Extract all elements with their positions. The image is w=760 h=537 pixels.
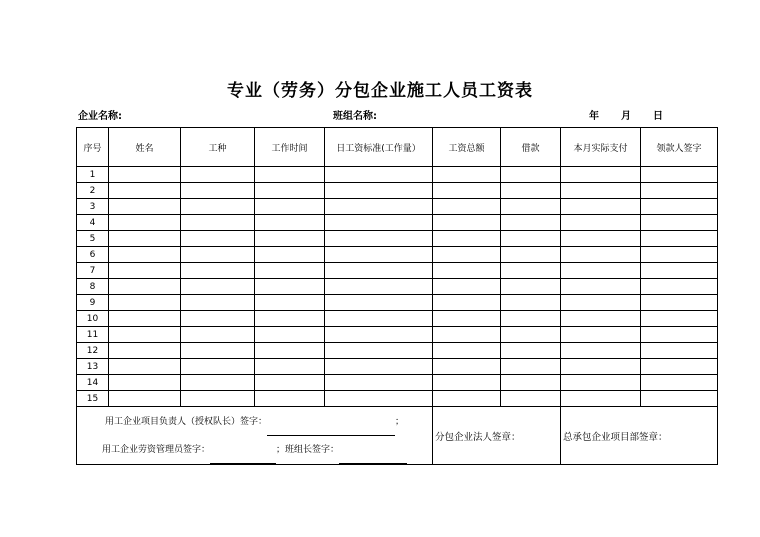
team-leader-signature-blank[interactable]	[339, 453, 407, 464]
table-cell[interactable]	[641, 391, 718, 407]
table-row	[77, 311, 718, 327]
separator-mark: ；	[275, 444, 285, 455]
col-header-index: 序号	[77, 128, 109, 167]
table-cell[interactable]	[255, 295, 325, 311]
col-header-work-time: 工作时间	[255, 128, 325, 167]
table-cell[interactable]	[109, 343, 181, 359]
table-cell[interactable]	[255, 343, 325, 359]
table-cell[interactable]	[501, 247, 561, 263]
row-index: 12	[77, 343, 109, 359]
table-row	[77, 279, 718, 295]
col-header-daily-wage: 日工资标准(工作量）	[325, 128, 433, 167]
row-index: 4	[77, 215, 109, 231]
table-cell[interactable]	[501, 359, 561, 375]
table-cell[interactable]	[501, 263, 561, 279]
legal-rep-seal-cell[interactable]: 分包企业法人签章：	[433, 407, 561, 465]
table-cell[interactable]	[255, 215, 325, 231]
table-cell[interactable]	[181, 231, 255, 247]
table-cell[interactable]	[433, 247, 501, 263]
table-cell[interactable]	[433, 167, 501, 183]
table-cell[interactable]	[561, 311, 641, 327]
page-title: 专业（劳务）分包企业施工人员工资表	[227, 81, 533, 101]
table-cell[interactable]	[433, 279, 501, 295]
row-index: 10	[77, 311, 109, 327]
table-cell[interactable]	[109, 263, 181, 279]
table-cell[interactable]	[255, 199, 325, 215]
table-cell[interactable]	[109, 215, 181, 231]
table-cell[interactable]	[433, 215, 501, 231]
table-cell[interactable]	[255, 263, 325, 279]
row-index: 3	[77, 199, 109, 215]
company-name-label: 企业名称:	[78, 111, 122, 122]
table-cell[interactable]	[501, 231, 561, 247]
col-header-trade: 工种	[181, 128, 255, 167]
table-cell[interactable]	[561, 359, 641, 375]
labor-manager-signature-label: 用工企业劳资管理员签字：	[101, 444, 210, 455]
table-cell[interactable]	[255, 231, 325, 247]
row-index: 2	[77, 183, 109, 199]
col-header-recipient-signature: 领款人签字	[641, 128, 718, 167]
table-cell[interactable]	[109, 327, 181, 343]
table-cell[interactable]	[109, 391, 181, 407]
table-cell[interactable]	[181, 279, 255, 295]
table-cell[interactable]	[433, 231, 501, 247]
table-cell[interactable]	[641, 247, 718, 263]
table-cell[interactable]	[255, 375, 325, 391]
table-cell[interactable]	[255, 327, 325, 343]
table-cell[interactable]	[109, 247, 181, 263]
table-cell[interactable]	[641, 199, 718, 215]
table-cell[interactable]	[325, 343, 433, 359]
table-cell[interactable]	[181, 391, 255, 407]
table-cell[interactable]	[255, 311, 325, 327]
table-cell[interactable]	[325, 311, 433, 327]
signature-row	[77, 407, 718, 465]
table-row	[77, 263, 718, 279]
table-cell[interactable]	[109, 231, 181, 247]
table-cell[interactable]	[641, 359, 718, 375]
contractor-seal-cell[interactable]: 总承包企业项目部签章：	[561, 407, 718, 465]
table-cell[interactable]	[641, 311, 718, 327]
col-header-name: 姓名	[109, 128, 181, 167]
table-cell[interactable]	[181, 199, 255, 215]
table-cell[interactable]	[641, 263, 718, 279]
row-index: 13	[77, 359, 109, 375]
table-cell[interactable]	[109, 167, 181, 183]
table-cell[interactable]	[109, 279, 181, 295]
table-cell[interactable]	[181, 167, 255, 183]
row-index: 15	[77, 391, 109, 407]
table-cell[interactable]	[641, 327, 718, 343]
table-cell[interactable]	[255, 391, 325, 407]
table-cell[interactable]	[181, 263, 255, 279]
table-cell[interactable]	[181, 247, 255, 263]
table-cell[interactable]	[109, 359, 181, 375]
table-cell[interactable]	[325, 391, 433, 407]
table-row	[77, 295, 718, 311]
table-row	[77, 199, 718, 215]
row-index: 7	[77, 263, 109, 279]
table-cell[interactable]	[501, 167, 561, 183]
table-cell[interactable]	[433, 263, 501, 279]
table-cell[interactable]	[255, 279, 325, 295]
table-cell[interactable]	[501, 375, 561, 391]
table-cell[interactable]	[255, 167, 325, 183]
table-cell[interactable]	[501, 199, 561, 215]
table-cell[interactable]	[641, 183, 718, 199]
table-cell[interactable]	[641, 167, 718, 183]
team-name-label: 班组名称:	[333, 111, 377, 122]
table-cell[interactable]	[641, 295, 718, 311]
table-row	[77, 231, 718, 247]
row-index: 8	[77, 279, 109, 295]
table-cell[interactable]	[181, 215, 255, 231]
table-cell[interactable]	[501, 311, 561, 327]
table-cell[interactable]	[255, 183, 325, 199]
team-leader-signature-label: 班组长签字：	[285, 444, 340, 455]
table-cell[interactable]	[181, 359, 255, 375]
table-cell[interactable]	[501, 183, 561, 199]
col-header-actual-paid: 本月实际支付	[561, 128, 641, 167]
table-cell[interactable]	[181, 343, 255, 359]
table-cell[interactable]	[325, 167, 433, 183]
table-cell[interactable]	[641, 231, 718, 247]
table-cell[interactable]	[109, 375, 181, 391]
row-index: 14	[77, 375, 109, 391]
table-cell[interactable]	[433, 359, 501, 375]
col-header-loan: 借款	[501, 128, 561, 167]
table-cell[interactable]	[561, 327, 641, 343]
table-cell[interactable]	[501, 215, 561, 231]
table-cell[interactable]	[181, 327, 255, 343]
table-cell[interactable]	[433, 183, 501, 199]
table-cell[interactable]	[433, 199, 501, 215]
table-cell[interactable]	[325, 375, 433, 391]
table-cell[interactable]	[501, 295, 561, 311]
table-cell[interactable]	[109, 183, 181, 199]
table-cell[interactable]	[325, 183, 433, 199]
table-cell[interactable]	[501, 279, 561, 295]
table-cell[interactable]	[181, 183, 255, 199]
table-row	[77, 375, 718, 391]
table-cell[interactable]	[255, 247, 325, 263]
table-row	[77, 327, 718, 343]
table-cell[interactable]	[501, 343, 561, 359]
table-cell[interactable]	[561, 295, 641, 311]
col-header-total-wage: 工资总额	[433, 128, 501, 167]
table-cell[interactable]	[561, 279, 641, 295]
row-index: 11	[77, 327, 109, 343]
row-index: 6	[77, 247, 109, 263]
table-cell[interactable]	[109, 295, 181, 311]
header-row	[77, 128, 718, 167]
table-cell[interactable]	[433, 391, 501, 407]
table-cell[interactable]	[561, 183, 641, 199]
responsible-end-mark: ；	[395, 416, 405, 427]
table-cell[interactable]	[641, 215, 718, 231]
table-cell[interactable]	[433, 375, 501, 391]
table-cell[interactable]	[109, 311, 181, 327]
table-cell[interactable]	[561, 199, 641, 215]
table-cell[interactable]	[181, 295, 255, 311]
table-cell[interactable]	[561, 247, 641, 263]
table-cell[interactable]	[109, 199, 181, 215]
table-cell[interactable]	[561, 343, 641, 359]
table-cell[interactable]	[325, 263, 433, 279]
table-cell[interactable]	[325, 231, 433, 247]
table-cell[interactable]	[325, 215, 433, 231]
table-cell[interactable]	[641, 343, 718, 359]
table-cell[interactable]	[325, 247, 433, 263]
month-label: 月	[621, 111, 631, 122]
table-row	[77, 391, 718, 407]
table-cell[interactable]	[181, 311, 255, 327]
table-row	[77, 167, 718, 183]
day-label: 日	[653, 111, 663, 122]
table-row	[77, 215, 718, 231]
table-cell[interactable]	[325, 199, 433, 215]
table-row	[77, 359, 718, 375]
table-cell[interactable]	[561, 391, 641, 407]
responsible-signature-label: 用工企业项目负责人（授权队长）签字：	[104, 416, 267, 427]
table-cell[interactable]	[433, 343, 501, 359]
table-cell[interactable]	[325, 359, 433, 375]
row-index: 9	[77, 295, 109, 311]
table-cell[interactable]	[501, 391, 561, 407]
table-cell[interactable]	[501, 327, 561, 343]
table-cell[interactable]	[325, 279, 433, 295]
table-row	[77, 247, 718, 263]
table-cell[interactable]	[561, 263, 641, 279]
table-cell[interactable]	[561, 215, 641, 231]
table-cell[interactable]	[181, 375, 255, 391]
table-cell[interactable]	[561, 231, 641, 247]
table-cell[interactable]	[561, 375, 641, 391]
row-index: 1	[77, 167, 109, 183]
table-cell[interactable]	[255, 359, 325, 375]
table-cell[interactable]	[325, 295, 433, 311]
table-cell[interactable]	[433, 327, 501, 343]
employer-signature-block	[77, 407, 433, 465]
table-cell[interactable]	[325, 327, 433, 343]
table-row	[77, 183, 718, 199]
table-cell[interactable]	[561, 167, 641, 183]
table-cell[interactable]	[433, 295, 501, 311]
table-row	[77, 343, 718, 359]
table-cell[interactable]	[641, 375, 718, 391]
year-label: 年	[589, 111, 599, 122]
labor-manager-signature-blank[interactable]	[210, 453, 276, 464]
table-cell[interactable]	[433, 311, 501, 327]
wage-table	[76, 127, 718, 465]
table-cell[interactable]	[641, 279, 718, 295]
responsible-signature-blank[interactable]	[267, 425, 395, 436]
row-index: 5	[77, 231, 109, 247]
